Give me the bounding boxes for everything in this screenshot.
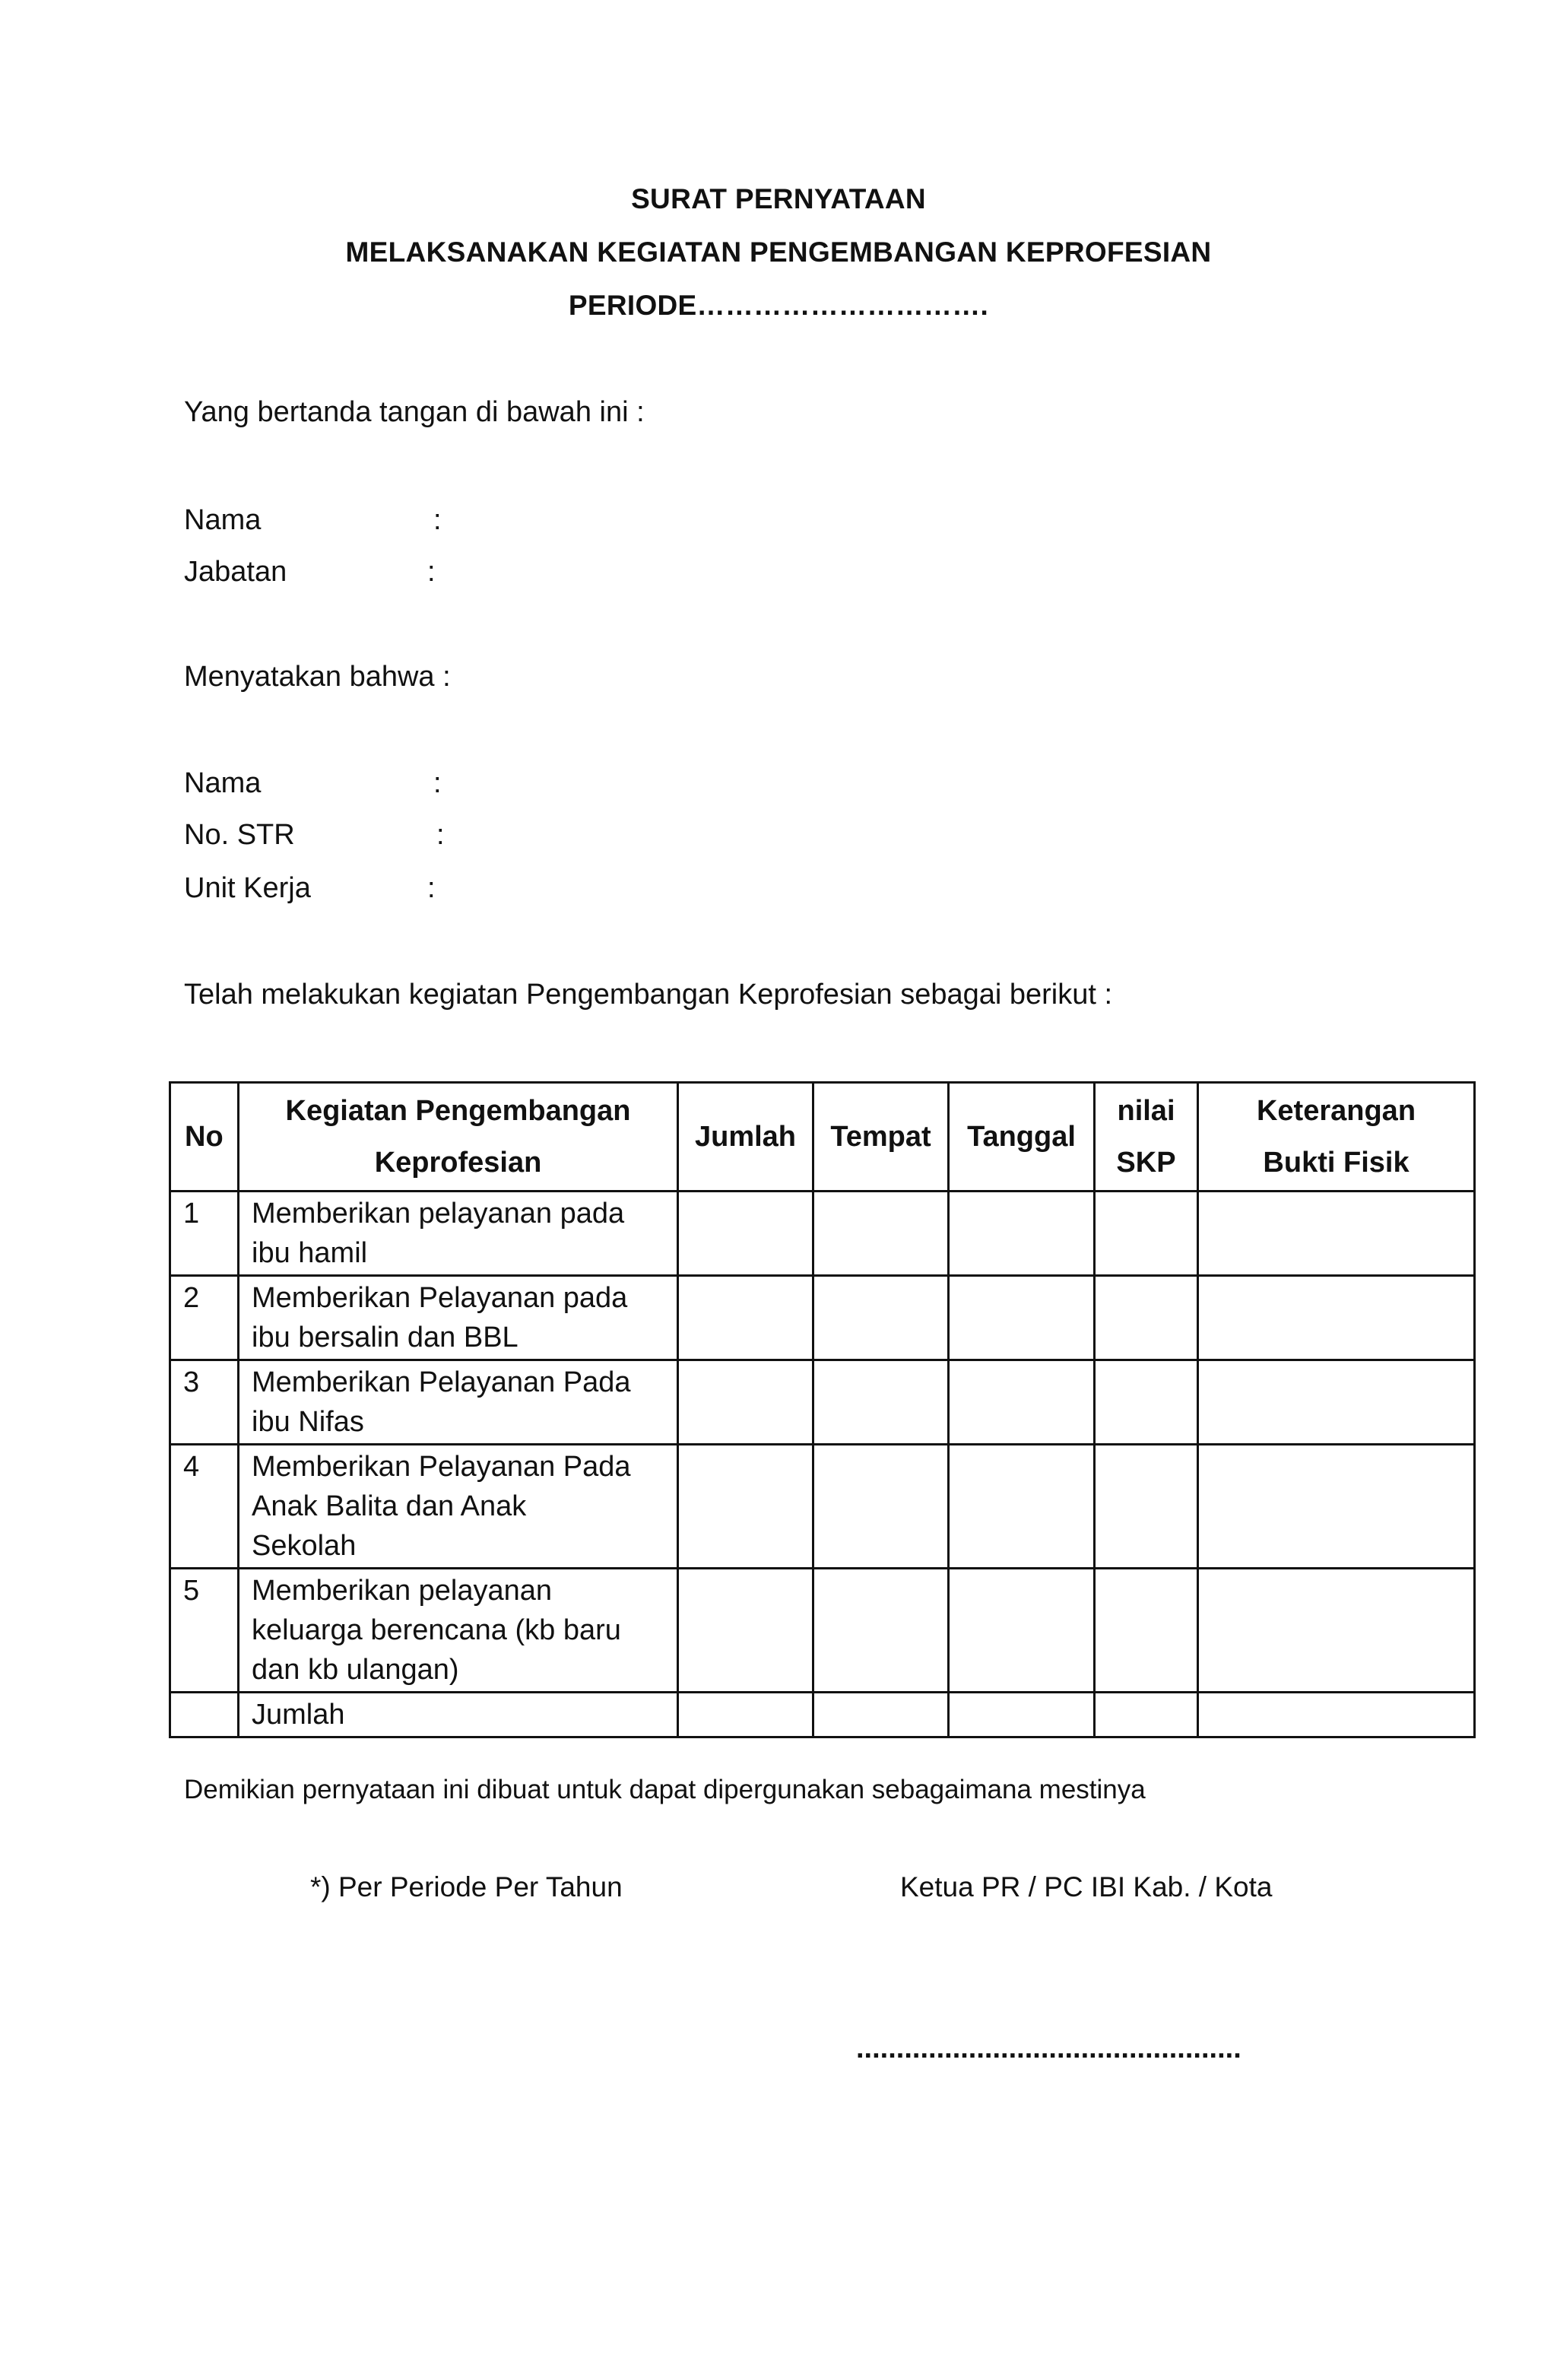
header-keterangan [1198, 1083, 1475, 1192]
header-jumlah: Jumlah [678, 1083, 813, 1192]
row-activity-line: ibu bersalin dan BBL [252, 1322, 518, 1353]
row-tempat-cell[interactable] [813, 1192, 949, 1276]
header-tanggal: Tanggal [949, 1083, 1095, 1192]
total-number-cell [170, 1693, 239, 1737]
row-number: 2 [170, 1276, 239, 1360]
row-activity [239, 1360, 678, 1445]
row-jumlah-cell[interactable] [678, 1445, 813, 1569]
table-row [170, 1192, 1475, 1276]
document-title: SURAT PERNYATAAN [631, 183, 926, 214]
total-nilai-cell[interactable] [1095, 1693, 1198, 1737]
header-activity [239, 1083, 678, 1192]
signatory-name-colon: : [433, 504, 442, 536]
row-jumlah-cell[interactable] [678, 1276, 813, 1360]
row-nilai-cell[interactable] [1095, 1276, 1198, 1360]
subject-str-colon: : [436, 819, 445, 851]
header-keterangan-line1: Keterangan [1256, 1095, 1416, 1127]
table-total-row [170, 1693, 1475, 1737]
row-jumlah-cell[interactable] [678, 1569, 813, 1693]
header-no: No [170, 1083, 239, 1192]
row-activity-line: ibu hamil [252, 1237, 368, 1269]
closing-statement: Demikian pernyataan ini dibuat untuk dapat dipergunakan sebagaimana mestinya [184, 1775, 1146, 1804]
total-tanggal-cell[interactable] [949, 1693, 1095, 1737]
total-jumlah-cell[interactable] [678, 1693, 813, 1737]
row-tanggal-cell[interactable] [949, 1192, 1095, 1276]
row-activity-line: Memberikan Pelayanan Pada [252, 1366, 631, 1398]
table-row [170, 1276, 1475, 1360]
activity-intro-text: Telah melakukan kegiatan Pengembangan Keprofesian sebagai berikut : [184, 979, 1113, 1011]
row-activity-line: Anak Balita dan Anak [252, 1490, 527, 1522]
row-activity-line: Memberikan Pelayanan Pada [252, 1451, 631, 1483]
signatory-position-colon: : [427, 556, 436, 588]
total-tempat-cell[interactable] [813, 1693, 949, 1737]
row-keterangan-cell[interactable] [1198, 1569, 1475, 1693]
row-activity-line: ibu Nifas [252, 1406, 364, 1438]
subject-name-label: Nama [184, 767, 262, 799]
row-nilai-cell[interactable] [1095, 1445, 1198, 1569]
header-activity-line1: Kegiatan Pengembangan [285, 1095, 631, 1127]
row-keterangan-cell[interactable] [1198, 1445, 1475, 1569]
row-number: 3 [170, 1360, 239, 1445]
signatory-position-label: Jabatan [184, 556, 287, 588]
row-keterangan-cell[interactable] [1198, 1276, 1475, 1360]
table-header-row [170, 1083, 1475, 1192]
row-number: 1 [170, 1192, 239, 1276]
signature-line: ................................................ [856, 2033, 1241, 2064]
row-keterangan-cell[interactable] [1198, 1192, 1475, 1276]
row-activity-line: Memberikan Pelayanan pada [252, 1282, 628, 1314]
row-tempat-cell[interactable] [813, 1445, 949, 1569]
subject-str-label: No. STR [184, 819, 295, 851]
total-label: Jumlah [239, 1693, 678, 1737]
row-tempat-cell[interactable] [813, 1569, 949, 1693]
row-activity [239, 1445, 678, 1569]
header-nilai-line1: nilai [1117, 1095, 1175, 1127]
row-tanggal-cell[interactable] [949, 1569, 1095, 1693]
header-nilai-skp [1095, 1083, 1198, 1192]
declares-text: Menyatakan bahwa : [184, 661, 451, 693]
row-activity [239, 1192, 678, 1276]
header-nilai-line2: SKP [1116, 1147, 1176, 1179]
header-activity-line2: Keprofesian [374, 1147, 542, 1179]
period-note: *) Per Periode Per Tahun [310, 1871, 623, 1902]
row-activity-line: Memberikan pelayanan [252, 1575, 553, 1607]
table-row [170, 1445, 1475, 1569]
total-keterangan-cell[interactable] [1198, 1693, 1475, 1737]
row-keterangan-cell[interactable] [1198, 1360, 1475, 1445]
row-nilai-cell[interactable] [1095, 1192, 1198, 1276]
document-subtitle: MELAKSANAKAN KEGIATAN PENGEMBANGAN KEPROFESIAN [345, 236, 1212, 268]
row-number: 5 [170, 1569, 239, 1693]
row-jumlah-cell[interactable] [678, 1192, 813, 1276]
row-activity-line: dan kb ulangan) [252, 1654, 459, 1686]
subject-name-colon: : [433, 767, 442, 799]
row-activity [239, 1569, 678, 1693]
table-row [170, 1360, 1475, 1445]
row-tanggal-cell[interactable] [949, 1276, 1095, 1360]
subject-unit-label: Unit Kerja [184, 872, 311, 904]
activities-table [169, 1081, 1476, 1738]
row-nilai-cell[interactable] [1095, 1569, 1198, 1693]
row-tempat-cell[interactable] [813, 1276, 949, 1360]
intro-text: Yang bertanda tangan di bawah ini : [184, 396, 645, 428]
row-tempat-cell[interactable] [813, 1360, 949, 1445]
row-tanggal-cell[interactable] [949, 1445, 1095, 1569]
row-activity-line: Sekolah [252, 1530, 357, 1562]
row-jumlah-cell[interactable] [678, 1360, 813, 1445]
row-activity-line: Memberikan pelayanan pada [252, 1198, 625, 1230]
row-tanggal-cell[interactable] [949, 1360, 1095, 1445]
table-row [170, 1569, 1475, 1693]
row-number: 4 [170, 1445, 239, 1569]
row-nilai-cell[interactable] [1095, 1360, 1198, 1445]
header-keterangan-line2: Bukti Fisik [1263, 1147, 1410, 1179]
header-tempat: Tempat [813, 1083, 949, 1192]
signatory-name-label: Nama [184, 504, 262, 536]
period-line: PERIODE…………………………. [568, 290, 989, 321]
row-activity-line: keluarga berencana (kb baru [252, 1614, 621, 1646]
signer-title: Ketua PR / PC IBI Kab. / Kota [900, 1871, 1273, 1902]
row-activity [239, 1276, 678, 1360]
subject-unit-colon: : [427, 872, 436, 904]
